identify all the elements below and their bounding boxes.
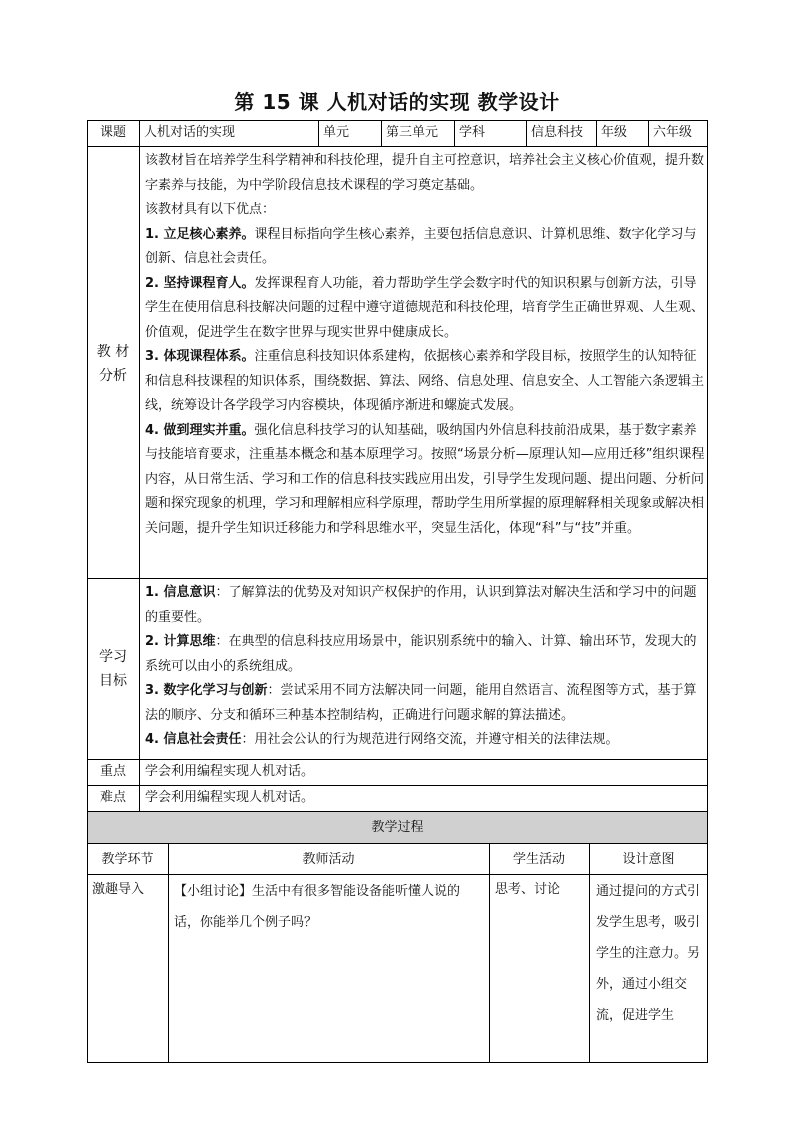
goal-2: 2. 计算思维：在典型的信息科技应用场景中，能识别系统中的输入、计算、输出环节，发现大的系统可以由小的系统组成。 (145, 634, 697, 674)
material-advantages-intro: 该教材具有以下优点： (145, 202, 276, 217)
material-intro: 该教材旨在培养学生科学精神和科技伦理，提升自主可控意识，培养社会主义核心价值观，提升数字素养与技能，为中学阶段信息技术课程的学习奠定基础。 (145, 153, 705, 193)
row-design-intent: 通过提问的方式引发学生思考，吸引学生的注意力。另外，通过小组交流，促进学生 (596, 884, 701, 1023)
goal-1: 1. 信息意识：了解算法的优势及对知识产权保护的作用，认识到算法对解决生活和学习中的问题的重要性。 (145, 585, 697, 625)
row-student-activity: 思考、讨论 (495, 882, 561, 897)
col-header-stage: 教学环节 (101, 852, 154, 867)
info-value-unit: 第三单元 (386, 125, 439, 140)
material-point-4: 4. 做到理实并重。强化信息科技学习的认知基础，吸纳国内外信息科技前沿成果，基于数字素养与技能培育要求，注重基本概念和基本原理学习。按照“场景分析—原理认知—应用迁移”组织课程内容，从日常生活、学习和工作的信息科技实践应用出发，引导学生发现问题、提出问题、分析问题和探究现象的机理，学习和理解相应科学原理，帮助学生用所掌握的原理解释相关现象或解决相关问题，提升学生知识迁移能力和学科思维水平，突显生活化，体现“科”与“技”并重。 (145, 422, 705, 536)
material-analysis (145, 149, 705, 541)
col-header-intent: 设计意图 (622, 852, 675, 867)
difficulty-text: 学会利用编程实现人机对话。 (145, 790, 315, 805)
info-value-topic: 人机对话的实现 (144, 125, 236, 140)
goal-3: 3. 数字化学习与创新：尝试采用不同方法解决同一问题，能用自然语言、流程图等方式，基于算法的顺序、分支和循环三种基本控制结构，正确进行问题求解的算法描述。 (145, 683, 697, 723)
info-label-topic: 课题 (99, 125, 126, 140)
info-value-grade: 六年级 (653, 125, 693, 140)
goal-4: 4. 信息社会责任：用社会公认的行为规范进行网络交流，并遵守相关的法律法规。 (145, 732, 619, 747)
key-point-text: 学会利用编程实现人机对话。 (145, 764, 315, 779)
info-label-subject: 学科 (459, 125, 486, 140)
goals-label: 学习 目标 (99, 649, 127, 689)
material-label: 教 材 分析 (96, 344, 130, 384)
info-value-subject: 信息科技 (531, 125, 584, 140)
info-label-grade: 年级 (601, 125, 628, 140)
col-header-teacher: 教师活动 (302, 852, 355, 867)
difficulty-label: 难点 (99, 790, 126, 805)
row-teacher-activity: 【小组讨论】生活中有很多智能设备能听懂人说的话，你能举几个例子吗？ (174, 884, 461, 930)
material-point-2: 2. 坚持课程育人。发挥课程育人功能，着力帮助学生学会数字时代的知识积累与创新方法，引导学生在使用信息科技解决问题的过程中遵守道德规范和科技伦理，培育学生正确世界观、人生观、价值观，促进学生在数字世界与现实世界中健康成长。 (145, 275, 705, 340)
key-point-label: 重点 (99, 764, 126, 779)
group-discussion-tag: 【小组讨论】 (174, 884, 253, 899)
row-stage: 激趣导入 (92, 882, 145, 897)
material-point-3: 3. 体现课程体系。注重信息科技知识体系建构，依据核心素养和学段目标，按照学生的认知特征和信息科技课程的知识体系，围绕数据、算法、网络、信息处理、信息安全、人工智能六条逻辑主线，统筹设计各学段学习内容模块，体现循序渐进和螺旋式发展。 (145, 349, 705, 413)
process-header: 教学过程 (371, 820, 424, 835)
info-label-unit: 单元 (323, 125, 350, 140)
col-header-student: 学生活动 (512, 852, 565, 867)
page-title: 第 15 课 人机对话的实现 教学设计 (234, 90, 560, 114)
learning-goals (145, 581, 705, 753)
material-point-1: 1. 立足核心素养。课程目标指向学生核心素养，主要包括信息意识、计算机思维、数字化学习与创新、信息社会责任。 (145, 226, 697, 266)
